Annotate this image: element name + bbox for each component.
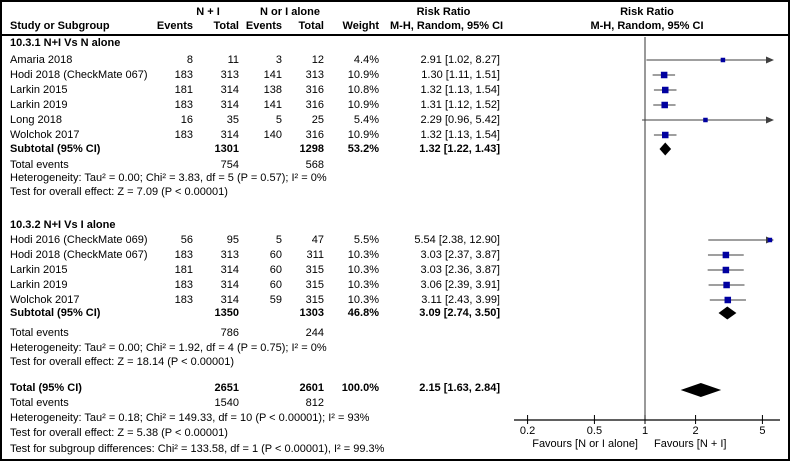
weight-col-header: Weight xyxy=(342,20,379,32)
plot-method-header: M-H, Random, 95% CI xyxy=(590,20,704,32)
total1-value: 313 xyxy=(220,249,239,261)
total2-col-header: Total xyxy=(298,20,324,32)
effect-marker xyxy=(723,252,730,259)
events1-value: 16 xyxy=(180,114,193,126)
ci-text: 1.32 [1.22, 1.43] xyxy=(419,143,500,155)
axis-tick-label: 0.2 xyxy=(519,425,536,437)
total1-value: 1350 xyxy=(214,307,239,319)
effect-marker xyxy=(723,282,730,289)
effect-marker xyxy=(662,87,669,94)
total-events1-value: 786 xyxy=(220,327,239,339)
effect-marker xyxy=(662,132,669,139)
overall-effect-text: Test for overall effect: Z = 5.38 (P < 0.00001) xyxy=(10,427,228,439)
events2-value: 141 xyxy=(263,99,282,111)
ci-text: 2.29 [0.96, 5.42] xyxy=(420,114,500,126)
axis-tick-label: 2 xyxy=(692,425,699,437)
ci-text: 3.03 [2.36, 3.87] xyxy=(420,264,500,276)
events2-value: 141 xyxy=(263,69,282,81)
events2-value: 5 xyxy=(275,234,282,246)
total1-value: 1301 xyxy=(214,143,239,155)
study-name: Hodi 2016 (CheckMate 069) xyxy=(10,234,148,246)
weight-value: 10.3% xyxy=(347,279,379,291)
total1-value: 314 xyxy=(220,129,239,141)
favours-left-label: Favours [N or I alone] xyxy=(532,438,638,450)
effect-marker xyxy=(725,297,732,304)
ci-text: 1.31 [1.12, 1.52] xyxy=(420,99,500,111)
weight-value: 10.3% xyxy=(347,294,379,306)
total1-value: 314 xyxy=(220,294,239,306)
events2-value: 3 xyxy=(275,54,282,66)
weight-value: 53.2% xyxy=(347,143,379,155)
weight-value: 10.9% xyxy=(347,129,379,141)
events1-value: 183 xyxy=(174,129,193,141)
effect-marker xyxy=(723,267,730,274)
total1-value: 95 xyxy=(226,234,239,246)
total-events2-value: 244 xyxy=(305,327,324,339)
effect-marker xyxy=(661,72,668,79)
total1-value: 313 xyxy=(220,69,239,81)
effect-method-header: M-H, Random, 95% CI xyxy=(390,20,504,32)
weight-value: 5.5% xyxy=(353,234,379,246)
weight-value: 46.8% xyxy=(347,307,379,319)
forest-plot-canvas xyxy=(2,2,790,461)
total1-value: 2651 xyxy=(214,382,239,394)
events2-value: 138 xyxy=(263,84,282,96)
subgroup-label: 10.3.1 N+I Vs N alone xyxy=(10,37,121,49)
weight-value: 4.4% xyxy=(353,54,379,66)
study-name: Hodi 2018 (CheckMate 067) xyxy=(10,69,148,81)
total-events2-value: 568 xyxy=(305,159,324,171)
weight-value: 10.9% xyxy=(347,99,379,111)
events2-col-header: Events xyxy=(245,20,282,32)
weight-value: 10.3% xyxy=(347,264,379,276)
events2-value: 60 xyxy=(269,264,282,276)
total1-value: 314 xyxy=(220,264,239,276)
effect-marker xyxy=(768,238,773,243)
study-name: Wolchok 2017 xyxy=(10,129,80,141)
total1-col-header: Total xyxy=(213,20,239,32)
events1-value: 183 xyxy=(174,69,193,81)
overall-effect-text: Test for overall effect: Z = 18.14 (P < 0.00001) xyxy=(10,356,235,368)
weight-value: 10.8% xyxy=(347,84,379,96)
events1-value: 8 xyxy=(186,54,193,66)
ci-text: 3.03 [2.37, 3.87] xyxy=(420,249,500,261)
weight-value: 100.0% xyxy=(341,382,379,394)
group2-header: N or I alone xyxy=(260,6,320,18)
plot-title-header: Risk Ratio xyxy=(620,6,674,18)
events1-value: 56 xyxy=(180,234,193,246)
total2-value: 1303 xyxy=(299,307,324,319)
subgroup-differences-text: Test for subgroup differences: Chi² = 133.58, df = 1 (P < 0.00001), I² = 99.3% xyxy=(10,443,385,455)
heterogeneity-text: Heterogeneity: Tau² = 0.18; Chi² = 149.33, df = 10 (P < 0.00001); I² = 93% xyxy=(10,412,370,424)
ci-text: 2.91 [1.02, 8.27] xyxy=(420,54,500,66)
study-name: Wolchok 2017 xyxy=(10,294,80,306)
axis-tick-label: 5 xyxy=(759,425,766,437)
study-name: Larkin 2019 xyxy=(10,279,68,291)
total-events-label: Total events xyxy=(10,159,69,171)
events1-value: 183 xyxy=(174,249,193,261)
total2-value: 12 xyxy=(311,54,324,66)
total-events1-value: 754 xyxy=(220,159,239,171)
total1-value: 11 xyxy=(227,54,239,66)
total1-value: 314 xyxy=(220,99,239,111)
events1-value: 183 xyxy=(174,294,193,306)
total-label: Total (95% CI) xyxy=(10,382,82,394)
group1-header: N + I xyxy=(196,6,220,18)
events2-value: 60 xyxy=(269,249,282,261)
subtotal-label: Subtotal (95% CI) xyxy=(10,307,101,319)
ci-text: 3.11 [2.43, 3.99] xyxy=(421,294,500,306)
total2-value: 25 xyxy=(311,114,324,126)
heterogeneity-text: Heterogeneity: Tau² = 0.00; Chi² = 1.92, df = 4 (P = 0.75); I² = 0% xyxy=(10,342,327,354)
total2-value: 315 xyxy=(305,279,324,291)
total-events-label: Total events xyxy=(10,397,69,409)
events1-value: 181 xyxy=(174,84,193,96)
study-col-header: Study or Subgroup xyxy=(10,20,110,32)
weight-value: 10.3% xyxy=(347,249,379,261)
total-events1-value: 1540 xyxy=(214,397,239,409)
total2-value: 311 xyxy=(306,249,324,261)
events1-value: 183 xyxy=(174,99,193,111)
weight-value: 5.4% xyxy=(353,114,379,126)
favours-right-label: Favours [N + I] xyxy=(654,438,727,450)
total-events2-value: 812 xyxy=(305,397,324,409)
total1-value: 314 xyxy=(220,279,239,291)
axis-tick-label: 0.5 xyxy=(586,425,603,437)
events2-value: 140 xyxy=(263,129,282,141)
total2-value: 2601 xyxy=(299,382,324,394)
weight-value: 10.9% xyxy=(347,69,379,81)
study-name: Larkin 2015 xyxy=(10,84,68,96)
study-name: Long 2018 xyxy=(10,114,62,126)
effect-marker xyxy=(721,58,726,63)
ci-text: 3.06 [2.39, 3.91] xyxy=(420,279,500,291)
ci-text: 3.09 [2.74, 3.50] xyxy=(419,307,500,319)
total2-value: 316 xyxy=(305,129,324,141)
total1-value: 314 xyxy=(220,84,239,96)
total2-value: 313 xyxy=(305,69,324,81)
events1-col-header: Events xyxy=(156,20,193,32)
effect-marker xyxy=(703,118,708,123)
ci-text: 5.54 [2.38, 12.90] xyxy=(414,234,500,246)
ci-text: 1.30 [1.11, 1.51] xyxy=(421,69,500,81)
effect-marker xyxy=(661,102,668,109)
study-name: Larkin 2019 xyxy=(10,99,68,111)
subgroup-label: 10.3.2 N+I Vs I alone xyxy=(10,219,116,231)
ci-text: 2.15 [1.63, 2.84] xyxy=(419,382,500,394)
total2-value: 315 xyxy=(305,294,324,306)
events1-value: 181 xyxy=(174,264,193,276)
axis-tick-label: 1 xyxy=(641,425,649,437)
study-name: Larkin 2015 xyxy=(10,264,68,276)
total2-value: 1298 xyxy=(299,143,324,155)
heterogeneity-text: Heterogeneity: Tau² = 0.00; Chi² = 3.83, df = 5 (P = 0.57); I² = 0% xyxy=(10,172,327,184)
overall-diamond xyxy=(681,383,722,397)
events1-value: 183 xyxy=(174,279,193,291)
total2-value: 47 xyxy=(311,234,324,246)
study-name: Hodi 2018 (CheckMate 067) xyxy=(10,249,148,261)
total1-value: 35 xyxy=(226,114,239,126)
events2-value: 60 xyxy=(269,279,282,291)
effect-title-header: Risk Ratio xyxy=(416,6,471,18)
total2-value: 316 xyxy=(305,99,324,111)
subtotal-diamond xyxy=(660,143,672,156)
events2-value: 59 xyxy=(269,294,282,306)
study-name: Amaria 2018 xyxy=(10,54,73,66)
subtotal-label: Subtotal (95% CI) xyxy=(10,143,101,155)
events2-value: 5 xyxy=(275,114,282,126)
subtotal-diamond xyxy=(719,307,737,320)
total-events-label: Total events xyxy=(10,327,69,339)
total2-value: 315 xyxy=(305,264,324,276)
ci-text: 1.32 [1.13, 1.54] xyxy=(420,129,500,141)
total2-value: 316 xyxy=(305,84,324,96)
ci-text: 1.32 [1.13, 1.54] xyxy=(420,84,500,96)
overall-effect-text: Test for overall effect: Z = 7.09 (P < 0.00001) xyxy=(10,186,228,198)
